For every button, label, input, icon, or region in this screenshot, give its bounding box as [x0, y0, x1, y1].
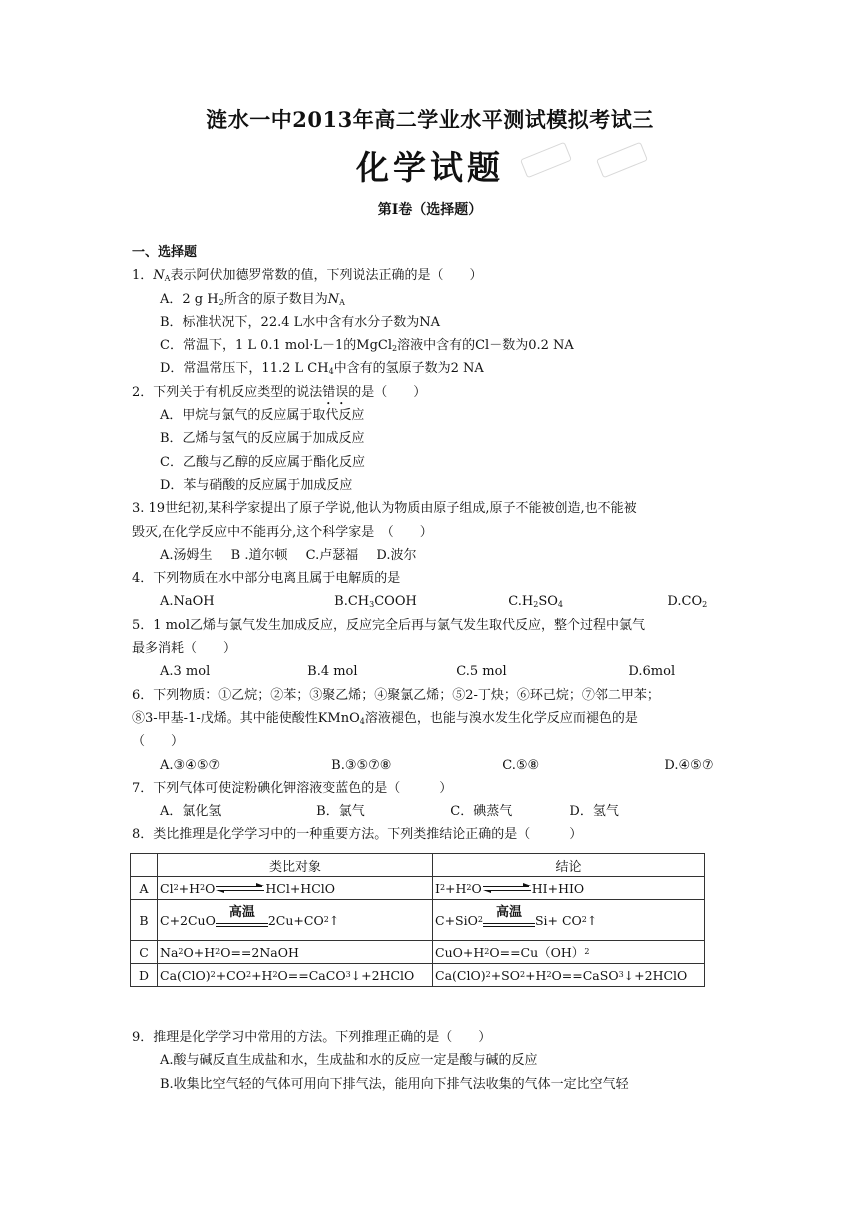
question-2-stem: 2．下列关于有机反应类型的说法错误的是（ ） — [132, 384, 427, 400]
question-7-option-c: C．碘蒸气 — [450, 804, 513, 820]
question-5-options — [132, 660, 737, 683]
question-1-option-a: A．2 g $H_2$所含的原子数目为$N_A$ — [160, 291, 345, 307]
question-6-stem-cont: ⑧3-甲基-1-戊烯。其中能使酸性KMnO$_4$溶液褪色，也能与溴水发生化学反应而褪色的是 — [132, 710, 638, 726]
analog-cell: Na 2 O+H 2 O==2NaOH — [158, 941, 433, 964]
section-title: 第Ⅰ卷（选择题） — [377, 202, 483, 218]
table-header-conclusion: 结论 — [433, 854, 705, 877]
question-list-cont — [132, 1026, 737, 1096]
table-corner — [131, 854, 158, 877]
question-3-option-b: B .道尔顿 — [230, 547, 288, 563]
question-6-options — [132, 754, 737, 777]
row-label: D — [131, 964, 158, 987]
analog-cell: Cl 2 +H 2 O HCl+HClO — [158, 877, 433, 900]
question-2-option-d: D．苯与硝酸的反应属于加成反应 — [160, 477, 353, 493]
question-9-option-b: B.收集比空气轻的气体可用向下排气法，能用向下排气法收集的气体一定比空气轻 — [160, 1076, 629, 1092]
table-row — [131, 941, 705, 964]
question-5-option-b: B.4 mol — [307, 664, 358, 680]
conclusion-cell: CuO+H 2 O==Cu（OH） 2 — [433, 941, 705, 964]
reversible-arrow-icon — [216, 883, 264, 893]
question-5-stem-cont: 最多消耗（ ） — [132, 641, 237, 657]
question-2-option-b: B．乙烯与氢气的反应属于加成反应 — [160, 431, 365, 447]
table-row — [131, 900, 705, 941]
question-3-option-d: D.波尔 — [376, 547, 417, 563]
row-label: B — [131, 900, 158, 941]
conclusion-cell: Ca(ClO) 2 +SO 2 +H 2 O==CaSO 3 ↓+2HClO — [433, 964, 705, 987]
exam-subtitle: 化学试题 — [356, 148, 504, 187]
table-header-analog: 类比对象 — [158, 854, 433, 877]
question-9-stem: 9．推理是化学学习中常用的方法。下列推理正确的是（ ） — [132, 1030, 492, 1045]
analogy-table — [130, 853, 705, 987]
table-row — [131, 964, 705, 987]
question-4-stem: 4．下列物质在水中部分电离且属于电解质的是 — [132, 571, 401, 587]
question-6-option-c: C.⑤⑧ — [502, 757, 540, 773]
question-9-option-a: A.酸与碱反直生成盐和水，生成盐和水的反应一定是酸与碱的反应 — [160, 1053, 538, 1069]
question-3-stem: 3. 19世纪初,某科学家提出了原子学说,他认为物质由原子组成,原子不能被创造,也不能被 — [132, 501, 637, 517]
question-1-option-d: D．常温常压下，11.2 L $CH_4$中含有的氢原子数为2 NA — [160, 361, 484, 377]
reversible-arrow-icon — [483, 883, 531, 893]
question-1-option-c: C．常温下，1 L 0.1 mol·L－1的MgCl$_2$溶液中含有的Cl－数为0.2 NA — [160, 338, 574, 354]
analog-cell: Ca(ClO) 2 +CO 2 +H 2 O==CaCO 3 ↓+2HClO — [158, 964, 433, 987]
question-6-option-b: B.③⑤⑦⑧ — [331, 757, 392, 773]
question-3-options — [132, 544, 737, 567]
question-4-option-d: $D.CO_2$ — [667, 594, 708, 610]
question-3-option-a: A.汤姆生 — [160, 547, 213, 563]
question-3-stem-cont: 毁灭,在化学反应中不能再分,这个科学家是 （ ） — [132, 524, 433, 540]
question-7-options — [132, 800, 737, 823]
question-1-option-b: B．标准状况下，22.4 L水中含有水分子数为NA — [160, 314, 441, 330]
question-list — [132, 241, 737, 847]
question-6-stem-paren: （ ） — [132, 734, 185, 750]
conclusion-cell: I 2 +H 2 O HI+HIO — [433, 877, 705, 900]
question-4-option-c: $C.H_2SO_4$ — [508, 594, 563, 610]
question-5-option-a: A.3 mol — [160, 664, 211, 680]
question-4-option-b: $B.CH_3COOH$ — [334, 594, 417, 610]
question-5-option-d: D.6mol — [628, 664, 676, 680]
row-label: C — [131, 941, 158, 964]
question-7-option-a: A．氯化氢 — [160, 804, 222, 820]
question-5-option-c: C.5 mol — [456, 664, 507, 680]
conclusion-cell: C+SiO 2 高温 Si+ CO 2 ↑ — [433, 900, 705, 941]
question-7-option-b: B．氯气 — [316, 804, 365, 820]
question-4-option-a: A.NaOH — [160, 594, 215, 610]
analog-cell: C+2CuO 高温 2Cu+CO 2 ↑ — [158, 900, 433, 941]
question-3-option-c: C.卢瑟福 — [305, 547, 359, 563]
reaction-condition: 高温 — [216, 906, 268, 934]
emphasis-word: 错误 — [322, 384, 349, 400]
question-7-option-d: D．氢气 — [569, 804, 619, 820]
question-2-option-a: A．甲烷与氯气的反应属于取代反应 — [160, 408, 365, 424]
reaction-condition: 高温 — [483, 906, 535, 934]
question-6-option-d: D.④⑤⑦ — [664, 757, 714, 773]
question-6-stem: 6．下列物质：①乙烷；②苯；③聚乙烯；④聚氯乙烯；⑤2-丁炔；⑥环己烷；⑦邻二甲苯； — [132, 687, 660, 703]
row-label: A — [131, 877, 158, 900]
question-4-options — [132, 590, 737, 613]
question-2-option-c: C．乙酸与乙醇的反应属于酯化反应 — [160, 454, 365, 470]
question-6-option-a: A.③④⑤⑦ — [160, 757, 221, 773]
question-1-stem: 1．$N_A$表示阿伏加德罗常数的值，下列说法正确的是（ ） — [132, 268, 483, 284]
question-7-stem: 7．下列气体可使淀粉碘化钾溶液变蓝色的是（ ） — [132, 780, 453, 796]
exam-title: 涟水一中2013年高二学业水平测试模拟考试三 — [206, 107, 654, 132]
question-5-stem: 5．1 mol乙烯与氯气发生加成反应，反应完全后再与氯气发生取代反应，整个过程中氯气 — [132, 617, 645, 633]
question-8-stem: 8．类比推理是化学学习中的一种重要方法。下列类推结论正确的是（ ） — [132, 827, 583, 843]
table-row — [131, 877, 705, 900]
part-heading: 一、选择题 — [132, 245, 198, 260]
